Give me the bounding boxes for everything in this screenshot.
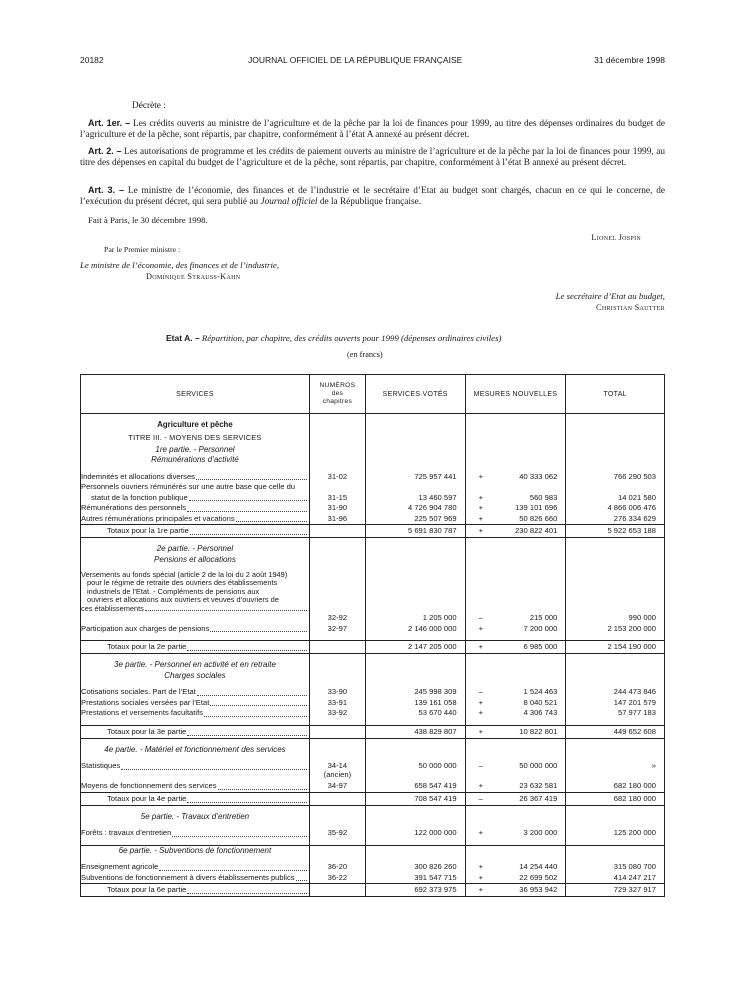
row-label: Autres rémunérations principales et vacations (81, 514, 310, 525)
article-1-text: Les crédits ouverts au ministre de l’agriculture et de la pêche par la loi de finances pour 1999, au titre des dépenses ordinaires du budget de l’agriculture et de la pêche, sont répartis, par chapitre, conformément à l’état A annexé au présent décret. (80, 119, 665, 141)
journal-title: JOURNAL OFFICIEL DE LA RÉPUBLIQUE FRANÇAISE (248, 55, 463, 65)
p2-long-line: industriels de l’Etat. - Compléments de pensions aux (87, 586, 260, 596)
table-row (81, 493, 665, 504)
services-votes: 391 547 715 (365, 873, 465, 884)
article-1 (80, 118, 665, 141)
chapter-number (309, 525, 365, 538)
secretary-name: Christian Sautter (596, 303, 665, 312)
issue-date: 31 décembre 1998 (594, 55, 665, 65)
services-votes: 300 826 260 (365, 862, 465, 873)
sign: + (478, 526, 483, 535)
total: 14 021 580 (566, 493, 665, 504)
sign: – (478, 761, 483, 771)
chapter-number: 33-91 (309, 698, 365, 709)
minister-name: Dominique Strauss-Kahn (146, 272, 241, 281)
services-votes: 53 670 440 (365, 708, 465, 719)
article-3-label: Art. 3. – (88, 185, 125, 195)
col-num-line1: NUMÉROS (319, 382, 356, 389)
services-votes: 5 691 830 787 (365, 525, 465, 538)
row-label: Subventions de fonctionnement à divers établissements publics (81, 873, 310, 884)
mesures-nouvelles: + 8 040 521 (465, 698, 566, 709)
col-mesures-nouvelles: MESURES NOUVELLES (465, 375, 566, 414)
part-1-heading-b: Rémunérations d’activité (81, 455, 310, 466)
mesures-nouvelles: + 23 632 581 (465, 781, 566, 792)
row-label: Participation aux charges de pensions (81, 624, 310, 635)
mesures-nouvelles: – 215 000 (465, 613, 566, 624)
table-row (81, 781, 665, 792)
row-label: Moyens de fonctionnement des services (81, 781, 310, 792)
chapter-number: 33-92 (309, 708, 365, 719)
col-num-line3: chapitres (322, 398, 353, 405)
chapter-number (309, 884, 365, 897)
mesures-nouvelles: + 10 822 801 (465, 725, 566, 738)
chapter-number: 32-97 (309, 624, 365, 635)
mesures-nouvelles: + 230 822 401 (465, 525, 566, 538)
article-3-text-a: Le ministre de l’économie, des finances et de l’industrie et le secrétaire d’Etat au budget sont chargés, chacun en ce qui le concerne, de l’exécution du présent décret, qui sera publié au (80, 186, 665, 208)
table-row (81, 613, 665, 624)
total (566, 482, 665, 493)
chapter-number: 31-02 (309, 472, 365, 483)
page-number: 20182 (80, 55, 104, 65)
table-row (81, 862, 665, 873)
section-title: Agriculture et pêche (81, 420, 310, 431)
total: 4 866 006 476 (566, 503, 665, 514)
sign: + (478, 862, 483, 872)
total: 315 080 700 (566, 862, 665, 873)
p2-long-line: ouvriers et allocations aux ouvriers et veuves d’ouvriers de (87, 595, 279, 605)
services-votes: 692 373 975 (365, 884, 465, 897)
sign: – (478, 687, 483, 697)
mesures-nouvelles: – 1 524 463 (465, 687, 566, 698)
services-votes: 1 205 000 (365, 613, 465, 624)
article-3-journal: Journal officiel (260, 197, 318, 208)
part-3-heading-a: 3e partie. - Personnel en activité et en retraite (81, 660, 310, 671)
row-label: statut de la fonction publique (81, 493, 310, 504)
part-2-heading-a: 2e partie. - Personnel (81, 544, 310, 555)
mesures-nouvelles: + 560 983 (465, 493, 566, 504)
services-votes: 725 957 441 (365, 472, 465, 483)
part-2-long-label (81, 571, 310, 613)
table-row (81, 761, 665, 781)
sign: + (478, 828, 483, 838)
etat-title: Répartition, par chapitre, des crédits ouverts pour 1999 (dépenses ordinaires civiles) (201, 333, 502, 343)
part-3-rows (81, 687, 665, 719)
par-premier-ministre: Par le Premier ministre : (104, 245, 181, 254)
total: 729 327 917 (566, 884, 665, 897)
chapter-number: 34-14 (ancien) (309, 761, 365, 781)
totals-row (81, 792, 665, 805)
totals-row (81, 525, 665, 538)
mesures-nouvelles: – 50 000 000 (465, 761, 566, 781)
article-2-text: Les autorisations de programme et les crédits de paiement ouverts au ministre de l’agriculture et de la pêche par la loi de finances pour 1999, au titre des dépenses en capital du budget de l’agriculture et de la pêche, sont répartis, par chapitre, conformément à l’état B annexé au présent décret. (80, 147, 665, 169)
chapter-number (309, 641, 365, 654)
article-1-label: Art. 1er. – (88, 118, 131, 128)
sign: + (478, 726, 483, 736)
row-label: Cotisations sociales. Part de l’Etat (81, 687, 310, 698)
services-votes: 13 460 597 (365, 493, 465, 504)
totals-label: Totaux pour la 2e partie (81, 641, 310, 654)
minister-title: Le ministre de l’économie, des finances et de l’industrie, (80, 260, 280, 270)
total: 125 200 000 (566, 828, 665, 839)
row-label: Prestations sociales versées par l’Etat (81, 698, 310, 709)
totals-label: Totaux pour la 6e partie (81, 884, 310, 897)
totals-row (81, 725, 665, 738)
part-2-rows (81, 613, 665, 634)
article-3-text-b: de la République française. (319, 197, 422, 208)
row-label: Enseignement agricole (81, 862, 310, 873)
mesures-nouvelles: + 7 200 000 (465, 624, 566, 635)
mesures-nouvelles: + 40 333 062 (465, 472, 566, 483)
totals-row (81, 884, 665, 897)
totals-label: Totaux pour la 4e partie (81, 792, 310, 805)
table-row (81, 482, 665, 493)
chapter-number: 31-90 (309, 503, 365, 514)
part-5-rows (81, 828, 665, 839)
mesures-nouvelles: – 26 367 419 (465, 792, 566, 805)
chapter-number (309, 482, 365, 493)
part-4-heading: 4e partie. - Matériel et fonctionnement des services (81, 745, 310, 756)
chapter-number: 35-92 (309, 828, 365, 839)
totals-label: Totaux pour la 3e partie (81, 725, 310, 738)
p2-long-line: ces établissements (81, 605, 309, 613)
titre-heading: TITRE III. - MOYENS DES SERVICES (81, 431, 310, 445)
chapter-number: 31-96 (309, 514, 365, 525)
table-row (81, 503, 665, 514)
part-1-rows (81, 472, 665, 525)
sign: – (478, 613, 483, 623)
chapter-number: 32-92 (309, 613, 365, 624)
mesures-nouvelles: + 36 953 942 (465, 884, 566, 897)
total: 2 154 190 000 (566, 641, 665, 654)
sign: + (478, 471, 483, 481)
table-row (81, 708, 665, 719)
mesures-nouvelles: + 4 306 743 (465, 708, 566, 719)
table-row (81, 624, 665, 635)
sign: + (478, 513, 483, 523)
mesures-nouvelles (465, 482, 566, 493)
total: 5 922 653 188 (566, 525, 665, 538)
credits-table (80, 374, 665, 897)
sign: + (478, 623, 483, 633)
totals-label: Totaux pour la 1re partie (81, 525, 310, 538)
services-votes: 4 726 904 780 (365, 503, 465, 514)
row-label: Forêts : travaux d’entretien (81, 828, 310, 839)
part-2-heading-b: Pensions et allocations (81, 555, 310, 566)
row-label: Prestations et versements facultatifs (81, 708, 310, 719)
services-votes: 438 829 807 (365, 725, 465, 738)
services-votes: 2 147 205 000 (365, 641, 465, 654)
mesures-nouvelles: + 22 699 502 (465, 873, 566, 884)
total: 57 977 183 (566, 708, 665, 719)
services-votes: 2 146 000 000 (365, 624, 465, 635)
services-votes (365, 482, 465, 493)
total: 682 180 000 (566, 781, 665, 792)
col-services-votes: SERVICES VOTÉS (365, 375, 465, 414)
row-label: Rémunérations des personnels (81, 503, 310, 514)
signer-prime-minister: Lionel Jospin (591, 233, 641, 242)
row-label: Statistiques (81, 761, 310, 781)
services-votes: 139 161 058 (365, 698, 465, 709)
col-services: SERVICES (81, 375, 310, 414)
services-votes: 225 507 969 (365, 514, 465, 525)
sign: – (478, 793, 483, 803)
col-total: TOTAL (566, 375, 665, 414)
total: 276 334 629 (566, 514, 665, 525)
decrete: Décrète : (132, 101, 166, 111)
sign: + (478, 872, 483, 882)
secretary-title: Le secrétaire d’Etat au budget, (555, 291, 665, 301)
row-label: Indemnités et allocations diverses (81, 472, 310, 483)
sign: + (478, 708, 483, 718)
sign: + (478, 781, 483, 791)
col-chapter-numbers (309, 375, 365, 414)
etat-label: Etat A. – (166, 333, 200, 343)
mesures-nouvelles: + 6 985 000 (465, 641, 566, 654)
total: 990 000 (566, 613, 665, 624)
services-votes: 708 547 419 (365, 792, 465, 805)
mesures-nouvelles: + 14 254 440 (465, 862, 566, 873)
chapter-number: 34-97 (309, 781, 365, 792)
table-row (81, 698, 665, 709)
row-label (81, 613, 310, 624)
done-at: Fait à Paris, le 30 décembre 1998. (88, 215, 208, 225)
sign: + (478, 503, 483, 512)
chapter-number: 36-22 (309, 873, 365, 884)
article-2 (80, 146, 665, 169)
total: 766 290 503 (566, 472, 665, 483)
part-6-heading: 6e partie. - Subventions de fonctionnement (81, 845, 310, 856)
services-votes: 658 547 419 (365, 781, 465, 792)
mesures-nouvelles: + 139 101 696 (465, 503, 566, 514)
article-3 (80, 185, 665, 208)
mesures-nouvelles: + 3 200 000 (465, 828, 566, 839)
table-row (81, 514, 665, 525)
table-row (81, 472, 665, 483)
services-votes: 50 000 000 (365, 761, 465, 781)
services-votes: 245 998 309 (365, 687, 465, 698)
table-row (81, 828, 665, 839)
etat-unit: (en francs) (347, 350, 383, 359)
total: 414 247 217 (566, 873, 665, 884)
total: 147 201 579 (566, 698, 665, 709)
part-1-heading-a: 1re partie. - Personnel (81, 445, 310, 456)
col-num-line2: des (331, 390, 344, 397)
chapter-number: 36-20 (309, 862, 365, 873)
table-row (81, 873, 665, 884)
total: » (566, 761, 665, 781)
services-votes: 122 000 000 (365, 828, 465, 839)
article-2-label: Art. 2. – (88, 146, 122, 156)
totals-row (81, 641, 665, 654)
chapter-number (309, 792, 365, 805)
part-6-rows (81, 862, 665, 884)
table-row (81, 687, 665, 698)
chapter-number (309, 725, 365, 738)
chapter-number: 33-90 (309, 687, 365, 698)
chapter-number: 31-15 (309, 493, 365, 504)
row-label: Personnels ouvriers rémunérés sur une autre base que celle du (81, 482, 310, 493)
table-header-row (81, 375, 665, 414)
sign: + (478, 642, 483, 652)
sign: + (478, 492, 483, 502)
part-3-heading-b: Charges sociales (81, 671, 310, 682)
total: 449 652 608 (566, 725, 665, 738)
mesures-nouvelles: + 50 826 660 (465, 514, 566, 525)
etat-caption (166, 333, 501, 343)
part-5-heading: 5e partie. - Travaux d’entretien (81, 812, 310, 823)
p2-long-line: Versements au fonds spécial (article 2 de la loi du 2 août 1949) (81, 570, 288, 579)
total: 682 180 000 (566, 792, 665, 805)
total: 244 473 846 (566, 687, 665, 698)
sign: + (478, 697, 483, 707)
part-4-rows (81, 761, 665, 792)
total: 2 153 200 000 (566, 624, 665, 635)
p2-long-line: pour le régime de retraite des ouvriers des établissements (87, 578, 278, 588)
sign: + (478, 885, 483, 895)
